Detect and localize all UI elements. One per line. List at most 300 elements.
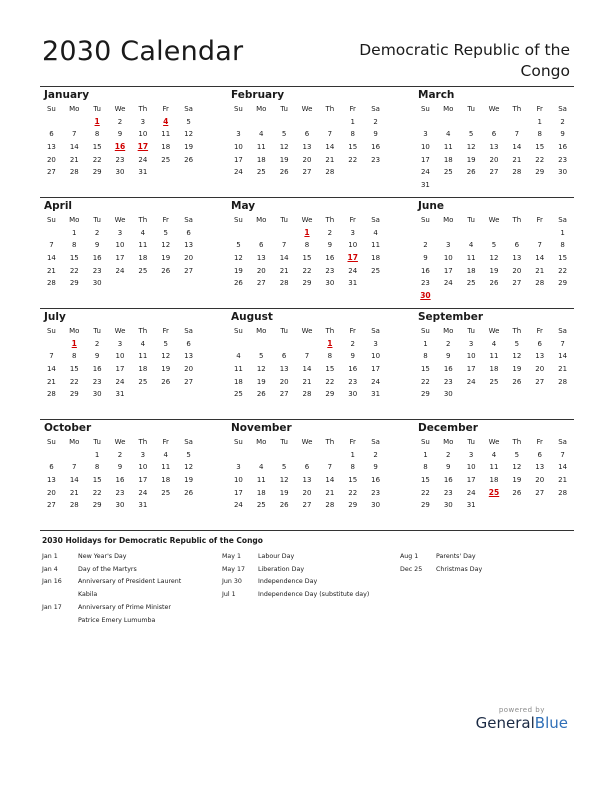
- empty-cell: [63, 449, 86, 462]
- empty-cell: [318, 449, 341, 462]
- day-cell: 16: [371, 476, 381, 485]
- holiday-item: [42, 602, 192, 627]
- day-cell: 13: [302, 476, 312, 485]
- day-cell: 12: [184, 130, 194, 139]
- day-cell: 29: [69, 279, 79, 288]
- day-cell: 16: [325, 254, 335, 263]
- day-cell: 19: [256, 377, 266, 386]
- month-august: [227, 309, 387, 401]
- holiday-name: New Year's Day: [78, 553, 127, 560]
- day-cell: 27: [535, 377, 545, 386]
- day-cell: 21: [69, 155, 79, 164]
- calendar-grid: [40, 86, 574, 531]
- day-cell: 26: [512, 488, 522, 497]
- empty-cell: [551, 388, 574, 401]
- day-cell: 5: [186, 450, 191, 459]
- day-cell: 31: [371, 390, 381, 399]
- holiday-date: Jan 16: [42, 578, 62, 586]
- weekday-label: Th: [138, 216, 148, 224]
- day-cell: 20: [256, 266, 266, 275]
- month-name: September: [418, 311, 484, 323]
- day-cell: 2: [423, 241, 428, 250]
- weekday-label: Sa: [558, 438, 567, 446]
- day-cell: 7: [327, 130, 333, 139]
- day-cell: 7: [514, 130, 520, 139]
- weekday-label: Mo: [256, 216, 267, 224]
- weekday-label: Mo: [256, 327, 267, 335]
- holiday-date: Jan 1: [42, 553, 58, 560]
- day-cell: 18: [489, 476, 499, 485]
- weekday-label: Tu: [93, 216, 101, 224]
- day-cell: 26: [184, 488, 194, 497]
- day-cell: 22: [420, 488, 430, 497]
- day-cell: 7: [281, 241, 287, 250]
- day-cell: 3: [236, 130, 241, 139]
- weekday-label: Tu: [467, 438, 475, 446]
- holiday-name: Anniversary of Prime Minister Patrice Emery Lumumba: [78, 603, 171, 624]
- weekday-label: Th: [512, 327, 522, 335]
- empty-cell: [250, 449, 273, 462]
- day-cell: 23: [371, 155, 381, 164]
- country-name: Democratic Republic of the Congo: [359, 41, 570, 80]
- day-cell: 25: [138, 377, 148, 386]
- day-cell: 29: [69, 390, 79, 399]
- day-cell: 4: [259, 463, 264, 472]
- day-cell: 10: [138, 463, 148, 472]
- empty-cell: [63, 116, 86, 129]
- holiday-date: May 1: [222, 553, 242, 560]
- day-cell: 26: [489, 279, 499, 288]
- weekday-label: Su: [420, 438, 430, 446]
- day-cell: 7: [49, 352, 54, 361]
- day-cell: 22: [535, 155, 545, 164]
- weekday-label: Sa: [184, 105, 193, 113]
- weekday-label: We: [114, 105, 126, 113]
- day-cell: 14: [558, 352, 568, 361]
- weekday-label: Sa: [558, 216, 567, 224]
- day-cell: 12: [161, 352, 171, 361]
- day-cell: 3: [140, 450, 146, 459]
- day-cell: 9: [373, 463, 378, 472]
- empty-cell: [227, 116, 250, 129]
- day-cell: 26: [161, 266, 171, 275]
- weekday-label: Fr: [349, 438, 356, 446]
- day-cell: 24: [115, 266, 125, 275]
- holiday-item: [42, 576, 192, 601]
- day-cell: 8: [327, 352, 333, 361]
- month-name: May: [231, 200, 256, 212]
- day-cell: 25: [371, 266, 381, 275]
- weekday-label: Tu: [93, 327, 101, 335]
- day-cell: 25: [443, 168, 453, 177]
- day-cell: 24: [138, 488, 148, 497]
- day-cell: 18: [233, 377, 243, 386]
- day-cell: 24: [233, 168, 243, 177]
- day-cell: 15: [302, 254, 312, 263]
- weekday-label: Sa: [558, 327, 567, 335]
- day-cell: 6: [304, 130, 310, 139]
- day-cell: 17: [138, 476, 148, 485]
- day-cell: 2: [560, 117, 565, 126]
- day-cell: 30: [325, 279, 335, 288]
- holiday-name: Day of the Martyrs: [78, 565, 137, 573]
- month-name: January: [44, 89, 90, 101]
- holiday-date: Aug 1: [400, 553, 419, 560]
- weekday-label: Su: [420, 327, 430, 335]
- day-cell: 31: [115, 390, 125, 399]
- weekday-label: We: [488, 327, 500, 335]
- weekday-label: Th: [325, 327, 335, 335]
- day-cell: 14: [69, 143, 79, 152]
- month-name: December: [418, 422, 478, 434]
- day-cell: 1: [350, 450, 355, 459]
- day-cell: 4: [446, 130, 451, 139]
- weekday-label: Su: [233, 105, 243, 113]
- empty-cell: [460, 179, 483, 192]
- day-cell: 9: [423, 254, 428, 263]
- day-cell: 13: [279, 365, 289, 374]
- holiday-name: Liberation Day: [258, 565, 305, 573]
- day-cell: 11: [256, 143, 266, 152]
- day-cell: 18: [489, 365, 499, 374]
- day-cell: 25: [161, 155, 171, 164]
- day-cell: 12: [184, 463, 194, 472]
- day-cell: 18: [256, 155, 266, 164]
- day-cell: 2: [327, 228, 333, 237]
- day-cell: 14: [69, 476, 79, 485]
- weekday-label: Su: [46, 438, 56, 446]
- day-cell: 22: [92, 488, 102, 497]
- weekday-label: Th: [512, 105, 522, 113]
- day-cell: 28: [558, 377, 568, 386]
- day-cell: 18: [161, 476, 171, 485]
- empty-cell: [318, 116, 341, 129]
- day-cell: 27: [184, 377, 194, 386]
- day-cell: 1: [350, 117, 355, 126]
- empty-cell: [273, 227, 296, 240]
- day-cell: 19: [466, 155, 476, 164]
- day-cell: 29: [92, 501, 102, 510]
- day-cell: 27: [46, 501, 56, 510]
- day-cell: 27: [535, 488, 545, 497]
- holiday-name: Labour Day: [258, 553, 295, 560]
- month-row: [40, 419, 574, 531]
- day-cell: 26: [256, 390, 266, 399]
- day-cell: 28: [325, 168, 335, 177]
- day-cell: 26: [161, 377, 171, 386]
- month-name: August: [231, 311, 273, 323]
- empty-cell: [460, 290, 483, 303]
- weekday-label: Tu: [280, 327, 288, 335]
- day-cell: 22: [69, 377, 79, 386]
- day-cell: 1: [304, 227, 310, 237]
- empty-cell: [483, 290, 506, 303]
- day-cell: 12: [256, 365, 266, 374]
- empty-cell: [296, 116, 319, 129]
- day-cell: 8: [350, 463, 355, 472]
- empty-cell: [40, 227, 63, 240]
- day-cell: 21: [279, 266, 289, 275]
- day-cell: 10: [466, 352, 476, 361]
- holiday-date: Jan 17: [42, 603, 62, 611]
- day-cell: 18: [371, 254, 381, 263]
- empty-cell: [528, 388, 551, 401]
- day-cell: 24: [115, 377, 125, 386]
- holiday-name: Independence Day: [258, 578, 318, 586]
- day-cell: 29: [302, 279, 312, 288]
- weekday-label: Th: [325, 216, 335, 224]
- day-cell: 30: [558, 168, 568, 177]
- holiday-date: Jul 1: [222, 591, 236, 599]
- day-cell: 15: [92, 143, 102, 152]
- weekday-label: Mo: [443, 327, 454, 335]
- day-cell: 13: [302, 143, 312, 152]
- day-cell: 23: [115, 488, 125, 497]
- day-cell: 14: [512, 143, 522, 152]
- day-cell: 13: [184, 352, 194, 361]
- day-cell: 1: [72, 228, 77, 237]
- weekday-label: Th: [138, 327, 148, 335]
- day-cell: 4: [491, 450, 497, 459]
- weekday-label: Su: [233, 438, 243, 446]
- day-cell: 17: [371, 365, 381, 374]
- month-march: [414, 87, 574, 192]
- day-cell: 6: [259, 241, 264, 250]
- weekday-label: Su: [420, 216, 430, 224]
- weekday-label: Mo: [443, 216, 454, 224]
- day-cell: 19: [512, 365, 522, 374]
- holiday-item: [222, 576, 397, 589]
- day-cell: 20: [46, 155, 56, 164]
- day-cell: 23: [92, 266, 102, 275]
- weekday-label: We: [301, 216, 313, 224]
- day-cell: 14: [46, 254, 56, 263]
- day-cell: 8: [304, 241, 310, 250]
- day-cell: 16: [443, 476, 453, 485]
- day-cell: 1: [94, 116, 100, 126]
- day-cell: 1: [71, 338, 77, 348]
- holiday-column: [400, 551, 520, 576]
- day-cell: 24: [443, 279, 453, 288]
- empty-cell: [437, 116, 460, 129]
- day-cell: 14: [279, 254, 289, 263]
- day-cell: 1: [94, 450, 100, 459]
- day-cell: 3: [117, 339, 123, 348]
- day-cell: 3: [468, 450, 474, 459]
- day-cell: 23: [443, 377, 453, 386]
- holiday-date: May 17: [222, 565, 246, 573]
- day-cell: 15: [348, 476, 358, 485]
- day-cell: 19: [233, 266, 243, 275]
- empty-cell: [437, 227, 460, 240]
- day-cell: 16: [348, 365, 358, 374]
- weekday-label: Th: [512, 438, 522, 446]
- day-cell: 12: [489, 254, 499, 263]
- day-cell: 30: [443, 390, 453, 399]
- brand-logo: [476, 706, 568, 732]
- day-cell: 10: [466, 463, 476, 472]
- day-cell: 31: [466, 501, 476, 510]
- weekday-label: Sa: [371, 105, 380, 113]
- day-cell: 3: [468, 339, 474, 348]
- day-cell: 15: [92, 476, 102, 485]
- weekday-label: Mo: [69, 216, 80, 224]
- day-cell: 28: [69, 168, 79, 177]
- day-cell: 16: [371, 143, 381, 152]
- day-cell: 14: [325, 143, 335, 152]
- day-cell: 1: [560, 228, 565, 237]
- day-cell: 19: [279, 488, 289, 497]
- day-cell: 29: [92, 168, 102, 177]
- day-cell: 11: [138, 352, 148, 361]
- weekday-label: Mo: [256, 105, 267, 113]
- day-cell: 30: [348, 390, 358, 399]
- day-cell: 2: [446, 450, 451, 459]
- day-cell: 14: [325, 476, 335, 485]
- empty-cell: [483, 499, 506, 512]
- day-cell: 24: [233, 501, 243, 510]
- day-cell: 1: [537, 117, 542, 126]
- day-cell: 2: [373, 117, 378, 126]
- day-cell: 28: [279, 279, 289, 288]
- day-cell: 31: [138, 168, 148, 177]
- day-cell: 10: [138, 130, 148, 139]
- day-cell: 15: [325, 365, 335, 374]
- weekday-label: Tu: [93, 105, 101, 113]
- day-cell: 27: [302, 501, 312, 510]
- weekday-label: Fr: [162, 438, 169, 446]
- day-cell: 8: [423, 352, 428, 361]
- day-cell: 12: [233, 254, 243, 263]
- weekday-label: Fr: [162, 327, 169, 335]
- day-cell: 24: [371, 377, 381, 386]
- day-cell: 22: [302, 266, 312, 275]
- weekday-label: Sa: [184, 438, 193, 446]
- empty-cell: [460, 227, 483, 240]
- empty-cell: [505, 227, 528, 240]
- weekday-label: Th: [512, 216, 522, 224]
- day-cell: 5: [514, 339, 520, 348]
- empty-cell: [296, 449, 319, 462]
- day-cell: 3: [117, 228, 123, 237]
- day-cell: 4: [236, 352, 241, 361]
- empty-cell: [551, 179, 574, 192]
- day-cell: 17: [347, 253, 358, 263]
- day-cell: 4: [373, 228, 378, 237]
- day-cell: 6: [281, 352, 287, 361]
- weekday-label: Sa: [184, 327, 193, 335]
- day-cell: 7: [72, 463, 77, 472]
- day-cell: 20: [535, 365, 545, 374]
- empty-cell: [154, 388, 177, 401]
- day-cell: 10: [371, 352, 381, 361]
- day-cell: 6: [49, 130, 54, 139]
- empty-cell: [414, 116, 437, 129]
- day-cell: 23: [92, 377, 102, 386]
- day-cell: 17: [137, 142, 149, 152]
- month-february: [227, 87, 387, 179]
- day-cell: 20: [512, 266, 522, 275]
- holiday-name: Parents' Day: [436, 553, 476, 560]
- day-cell: 30: [92, 279, 102, 288]
- day-cell: 17: [233, 488, 243, 497]
- day-cell: 20: [302, 488, 312, 497]
- day-cell: 2: [94, 228, 100, 237]
- month-september: [414, 309, 574, 401]
- brand-name: GeneralBlue: [475, 714, 568, 732]
- holiday-name: Christmas Day: [436, 565, 483, 573]
- weekday-label: Th: [325, 105, 335, 113]
- empty-cell: [460, 116, 483, 129]
- day-cell: 30: [443, 501, 453, 510]
- day-cell: 13: [46, 476, 56, 485]
- day-cell: 16: [92, 254, 102, 263]
- empty-cell: [296, 338, 319, 351]
- day-cell: 23: [371, 488, 381, 497]
- day-cell: 21: [325, 488, 335, 497]
- day-cell: 4: [163, 450, 168, 459]
- day-cell: 6: [537, 339, 542, 348]
- day-cell: 17: [115, 254, 125, 263]
- weekday-label: Tu: [467, 216, 475, 224]
- empty-cell: [505, 116, 528, 129]
- day-cell: 23: [420, 279, 430, 288]
- day-cell: 9: [94, 241, 100, 250]
- holiday-column: [42, 551, 192, 627]
- day-cell: 7: [560, 450, 565, 459]
- day-cell: 28: [535, 279, 545, 288]
- weekday-label: Mo: [443, 105, 454, 113]
- day-cell: 9: [117, 463, 123, 472]
- day-cell: 27: [512, 279, 522, 288]
- day-cell: 20: [46, 488, 56, 497]
- day-cell: 11: [161, 463, 171, 472]
- day-cell: 8: [72, 241, 77, 250]
- day-cell: 5: [163, 228, 168, 237]
- day-cell: 6: [186, 228, 191, 237]
- day-cell: 9: [446, 352, 451, 361]
- empty-cell: [250, 338, 273, 351]
- day-cell: 14: [558, 463, 568, 472]
- day-cell: 15: [348, 143, 358, 152]
- day-cell: 21: [46, 377, 56, 386]
- month-december: [414, 420, 574, 512]
- day-cell: 9: [560, 130, 565, 139]
- weekday-label: Mo: [443, 438, 454, 446]
- empty-cell: [505, 388, 528, 401]
- weekday-label: Fr: [349, 105, 356, 113]
- weekday-label: Th: [325, 438, 335, 446]
- day-cell: 23: [443, 488, 453, 497]
- empty-cell: [528, 227, 551, 240]
- empty-cell: [250, 227, 273, 240]
- weekday-label: Fr: [536, 327, 543, 335]
- day-cell: 16: [558, 143, 568, 152]
- month-name: June: [418, 200, 444, 212]
- empty-cell: [364, 277, 387, 290]
- day-cell: 27: [489, 168, 499, 177]
- day-cell: 6: [537, 450, 542, 459]
- month-row: [40, 197, 574, 308]
- day-cell: 7: [537, 241, 542, 250]
- day-cell: 15: [69, 365, 79, 374]
- day-cell: 30: [92, 390, 102, 399]
- empty-cell: [364, 166, 387, 179]
- weekday-label: Su: [46, 105, 56, 113]
- empty-cell: [551, 499, 574, 512]
- holiday-name: Anniversary of President Laurent Kabila: [78, 578, 182, 599]
- day-cell: 5: [281, 130, 287, 139]
